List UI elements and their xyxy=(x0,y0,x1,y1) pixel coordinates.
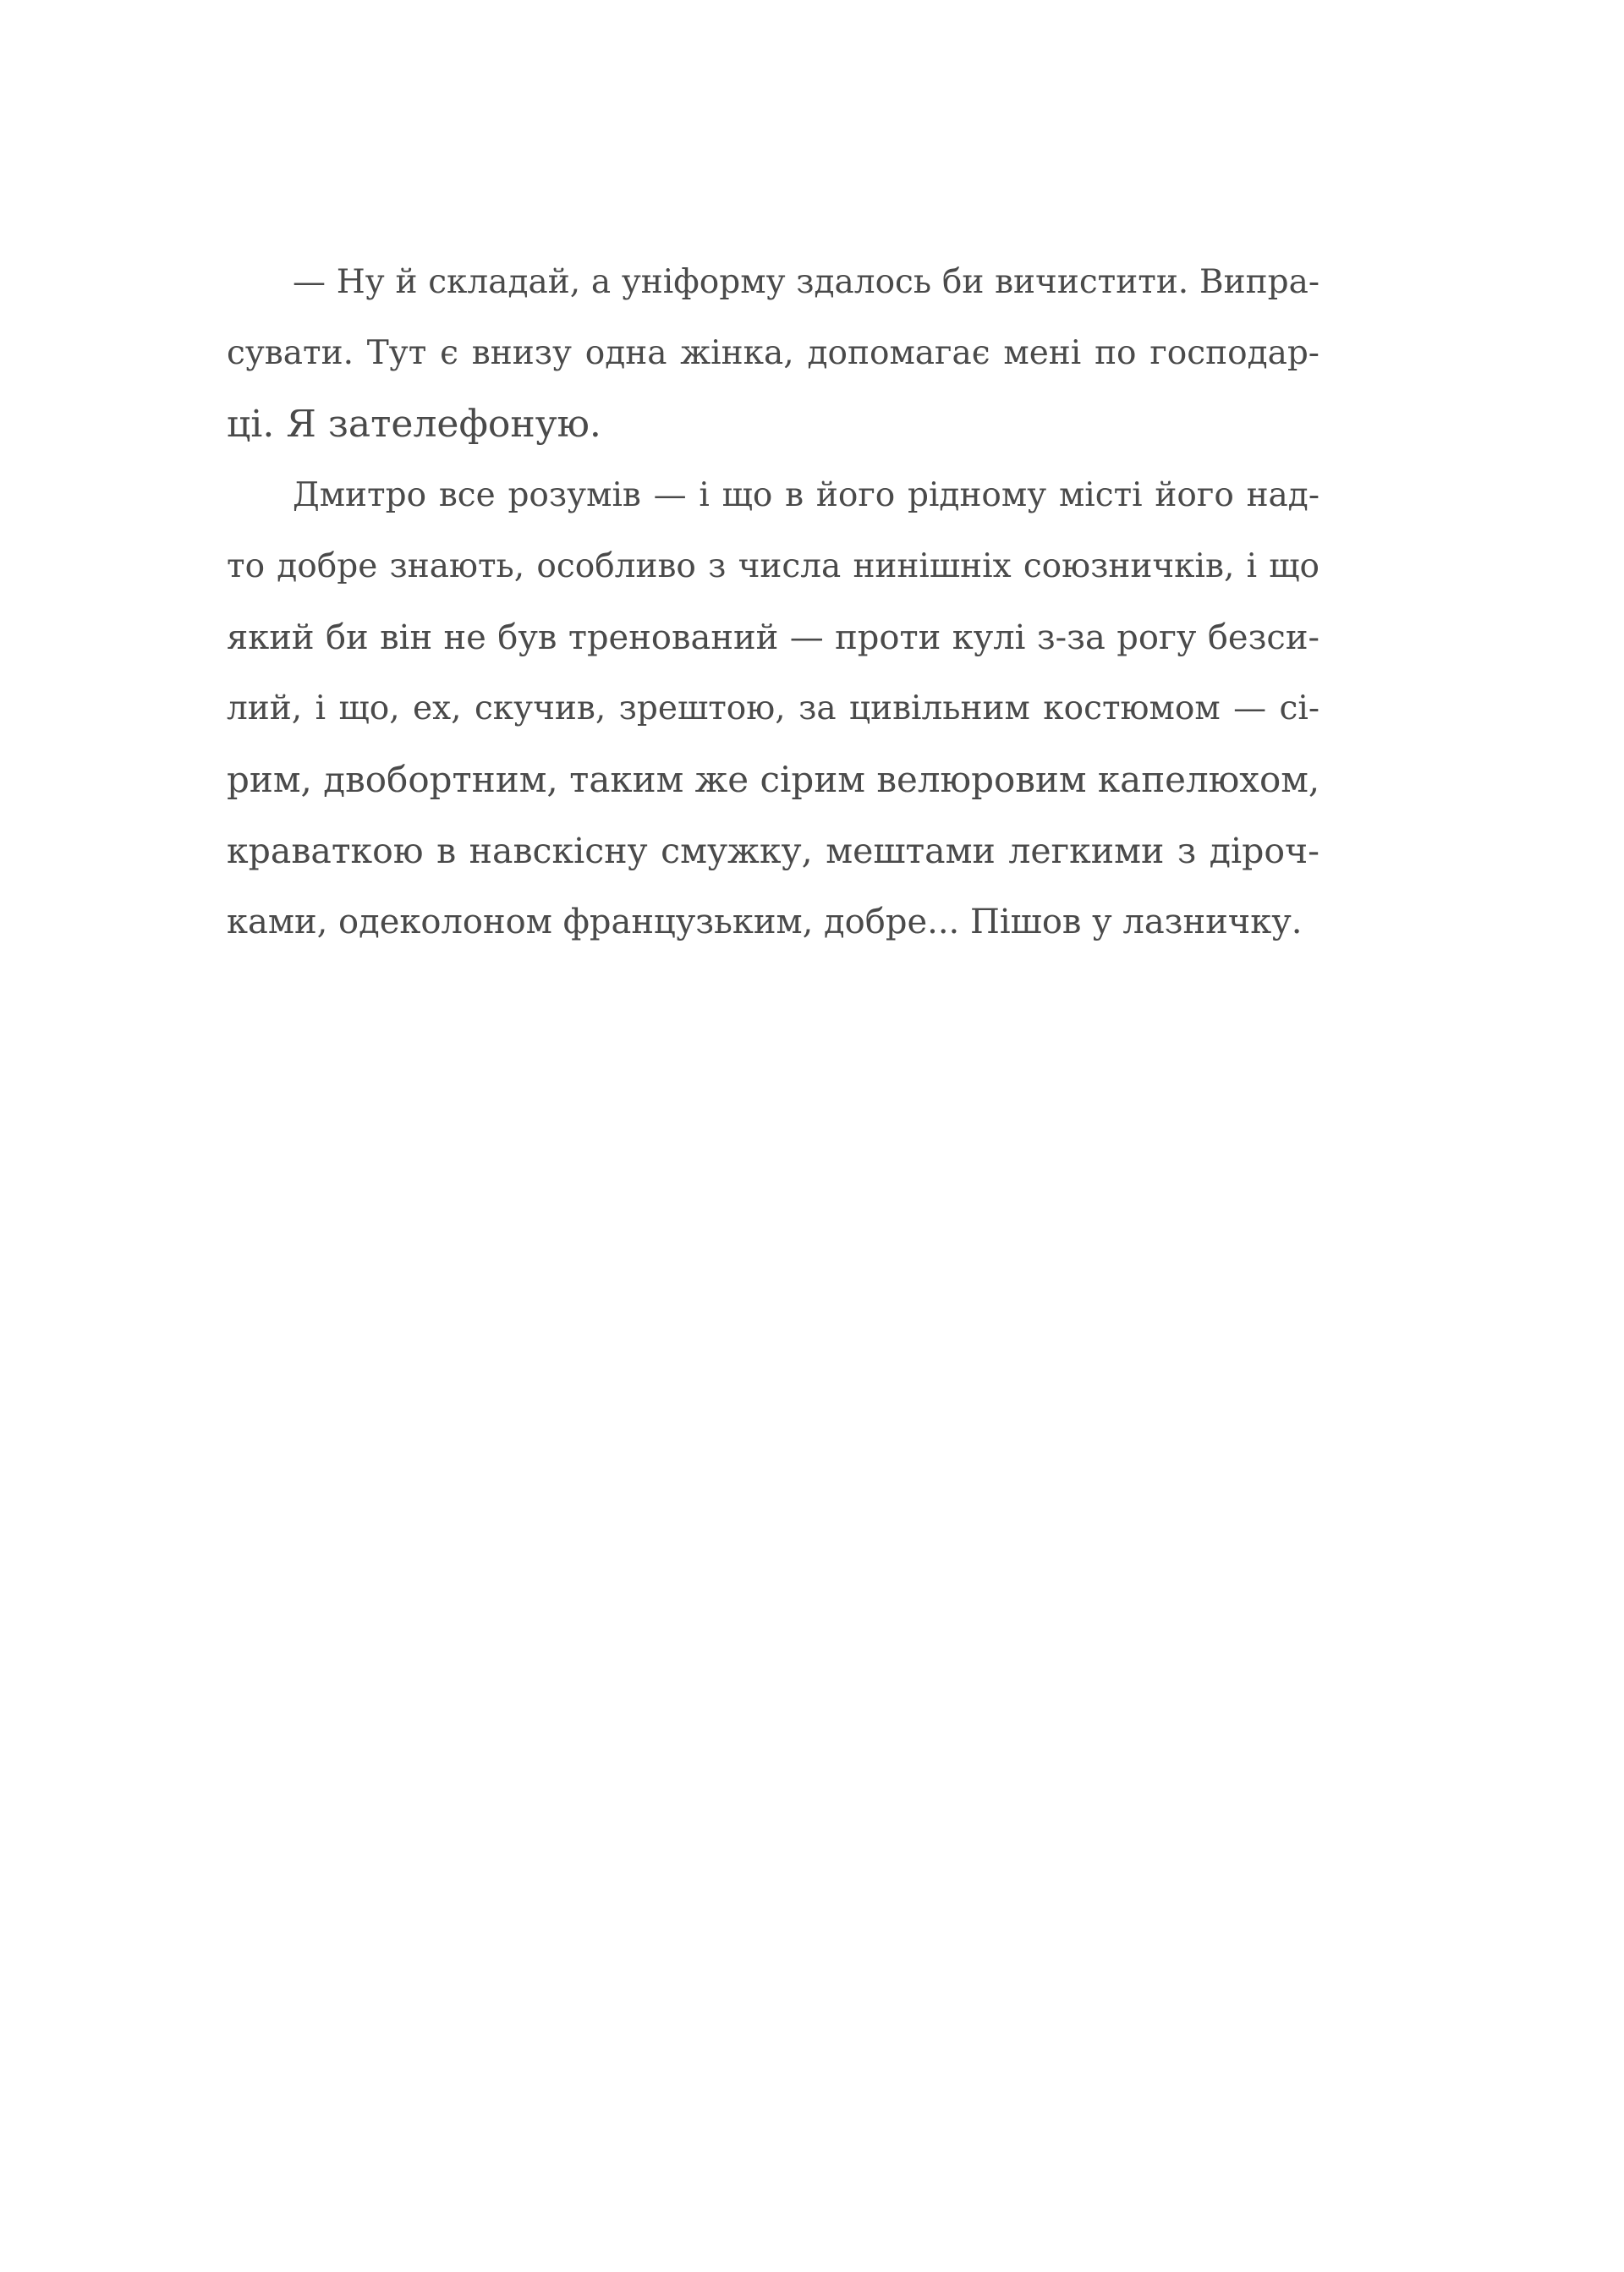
text-line: ками, одеколоном французьким, добре... Пішов у лазничку. xyxy=(227,903,1303,941)
text-line: то добре знають, особливо з числа нинішніх союзничків, і що xyxy=(227,547,1320,585)
text-line: який би він не був тренований — проти кулі з-за рогу безси- xyxy=(227,618,1320,657)
paragraph-1 xyxy=(227,247,1320,460)
text-line: Дмитро все розумів — і що в його рідному місті його над- xyxy=(293,476,1320,514)
text-line: лий, і що, ех, скучив, зрештою, за цивільним костюмом — сі- xyxy=(227,689,1320,727)
text-line: ці. Я зателефоную. xyxy=(227,403,601,446)
text-line: рим, двобортним, таким же сірим велюровим капелюхом, xyxy=(227,759,1320,800)
paragraph-2 xyxy=(227,460,1320,958)
text-line: сувати. Тут є внизу одна жінка, допомагає мені по господар- xyxy=(227,334,1320,372)
text-line: — Ну й складай, а уніформу здалось би вичистити. Випра- xyxy=(293,263,1320,301)
text-line: краваткою в навскісну смужку, мештами легкими з діроч- xyxy=(227,831,1320,871)
body-text xyxy=(227,247,1320,958)
